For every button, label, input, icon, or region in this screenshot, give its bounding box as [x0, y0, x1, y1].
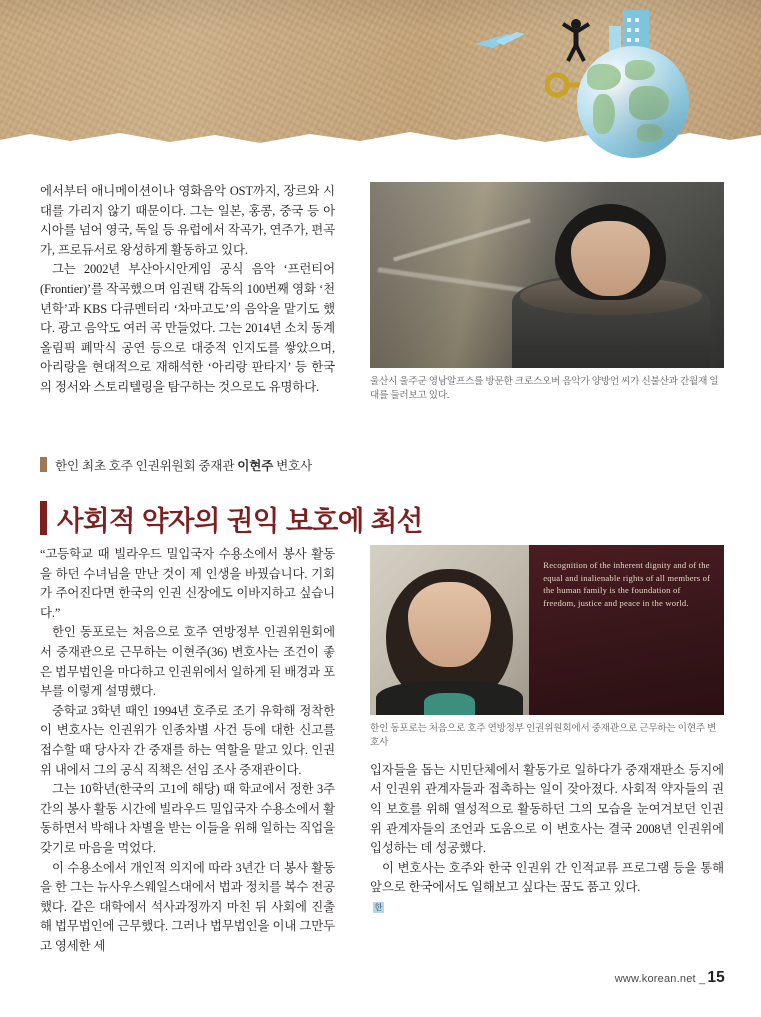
top-article-photo-column — [370, 182, 724, 404]
paragraph: 그는 10학년(한국의 고1에 해당) 때 학교에서 정한 3주간의 봉사 활동 시간에 빌라우드 밀입국자 수용소에서 활동하면서 박해나 차별을 받는 이들을 위해 일하는 직업을 갖기로 마음을 먹었다. — [40, 782, 335, 855]
paragraph — [370, 859, 724, 898]
paragraph: “고등학교 때 빌라우드 밀입국자 수용소에서 봉사 활동을 하던 수녀님을 만난 것이 제 인생을 바꿨습니다. 기회가 주어진다면 한국의 인권 신장에도 이바지하고 싶습니다.” — [40, 547, 335, 620]
paragraph: 에서부터 애니메이션이나 영화음악 OST까지, 장르와 시대를 가리지 않기 때문이다. 그는 일본, 홍콩, 중국 등 아시아를 넘어 영국, 독일 등 유럽에서 작곡가, 연주가, 편곡가, 프로듀서로 왕성하게 활동하고 있다. — [40, 184, 335, 257]
photo-plaque-half — [529, 545, 724, 715]
kicker-row — [40, 455, 724, 474]
globe-icon — [577, 46, 689, 158]
photo-portrait-half — [370, 545, 529, 715]
photo-subject-portrait — [512, 197, 710, 368]
main-article-left-column — [40, 545, 335, 956]
kicker-accent-bar — [40, 457, 47, 472]
decorative-top-band — [0, 0, 761, 160]
paragraph-text: 이 변호사는 호주와 한국 인권위 간 인적교류 프로그램 등을 통해 앞으로 한국에서도 일해보고 싶다는 꿈도 품고 있다. — [370, 860, 724, 895]
photo-caption: 울산시 울주군 영남알프스를 방문한 크로스오버 음악가 양방언 씨가 신불산과 간월재 일대를 둘러보고 있다. — [370, 376, 719, 402]
paragraph: 그는 2002년 부산아시안게임 공식 음악 ‘프런티어(Frontier)’를 작곡했으며 임권택 감독의 100번째 영화 ‘천년학’과 KBS 다큐멘터리 ‘차마고도’의 음악을 맡기도 했다. 광고 음악도 여러 곡 만들었다. 그는 2014년 소치 동계올림픽 폐막식 공연 등으로 대중적 인지도를 쌓았으며, 아리랑을 현대적으로 재해석한 ‘아리랑 판타지’ 등 한국의 정서와 스토리텔링을 탐구하는 것으로도 유명하다. — [40, 262, 335, 394]
paragraph: 중학교 3학년 때인 1994년 호주로 조기 유학해 정착한 이 변호사는 인권위가 인종차별 사건 등에 대한 신고를 접수할 때 당사자 간 중재를 하는 역할을 맡고 있다. 인권위 내에서 그의 공식 직책은 선임 조사 중재관이다. — [40, 703, 335, 777]
end-of-article-mark: 한 — [374, 902, 383, 912]
banner-illustration — [473, 4, 733, 156]
main-article-right-column — [370, 545, 724, 916]
page-footer — [615, 969, 725, 987]
airplane-icon — [473, 30, 527, 52]
kicker-prefix: 한인 최초 호주 인권위원회 중재관 — [55, 459, 238, 473]
person-celebrating-icon — [559, 16, 593, 62]
photo-subject-collar — [424, 693, 475, 715]
paragraph: 이 수용소에서 개인적 의지에 따라 3년간 더 봉사 활동을 한 그는 뉴사우스웨일스대에서 법과 정치를 복수 전공했다. 같은 대학에서 석사과정까지 마친 뒤 사회에 진출해 법무법인에 근무했다. 그러나 법무법인을 이내 그만두고 영세한 세 — [40, 860, 335, 953]
headline-accent-bar — [40, 501, 47, 535]
kicker-text — [55, 455, 312, 474]
kicker-suffix: 변호사 — [273, 459, 313, 473]
photo-caption: 한인 동포로는 처음으로 호주 연방정부 인권위원회에서 중재관으로 근무하는 이현주 변호사 — [370, 723, 717, 749]
page-title: 사회적 약자의 권익 보호에 최선 — [57, 505, 423, 537]
page-number: 15 — [707, 969, 725, 986]
article-photo-mountain — [370, 182, 724, 368]
top-article-text-column — [40, 182, 335, 398]
footer-site-url: www.korean.net _ — [614, 973, 706, 985]
headline-block — [40, 455, 724, 557]
article-photo-lawyer — [370, 545, 724, 715]
paragraph: 한인 동포로는 처음으로 호주 연방정부 인권위원회에서 중재관으로 근무하는 이현주(36) 변호사는 조건이 좋은 법무법인을 마다하고 인권위에서 일하게 된 배경과 포부를 이렇게 설명했다. — [40, 625, 335, 699]
page-body — [0, 160, 761, 1017]
plaque-inscription: Recognition of the inherent dignity and of the equal and inalienable rights of all members of the human family is the foundation of freedom, justice and peace in the world. — [543, 560, 711, 608]
paragraph: 입자들을 돕는 시민단체에서 활동가로 일하다가 중재재판소 등지에서 인권위 관계자들과 접촉하는 일이 잦아졌다. 사회적 약자들의 권익 보호를 위해 열성적으로 활동하던 그의 모습을 눈여겨보던 인권위 관계자들의 조언과 도움으로 이 변호사는 결국 2008년 인권위에 입성하는 데 성공했다. — [370, 762, 724, 856]
kicker-person-name: 이현주 — [237, 459, 274, 473]
